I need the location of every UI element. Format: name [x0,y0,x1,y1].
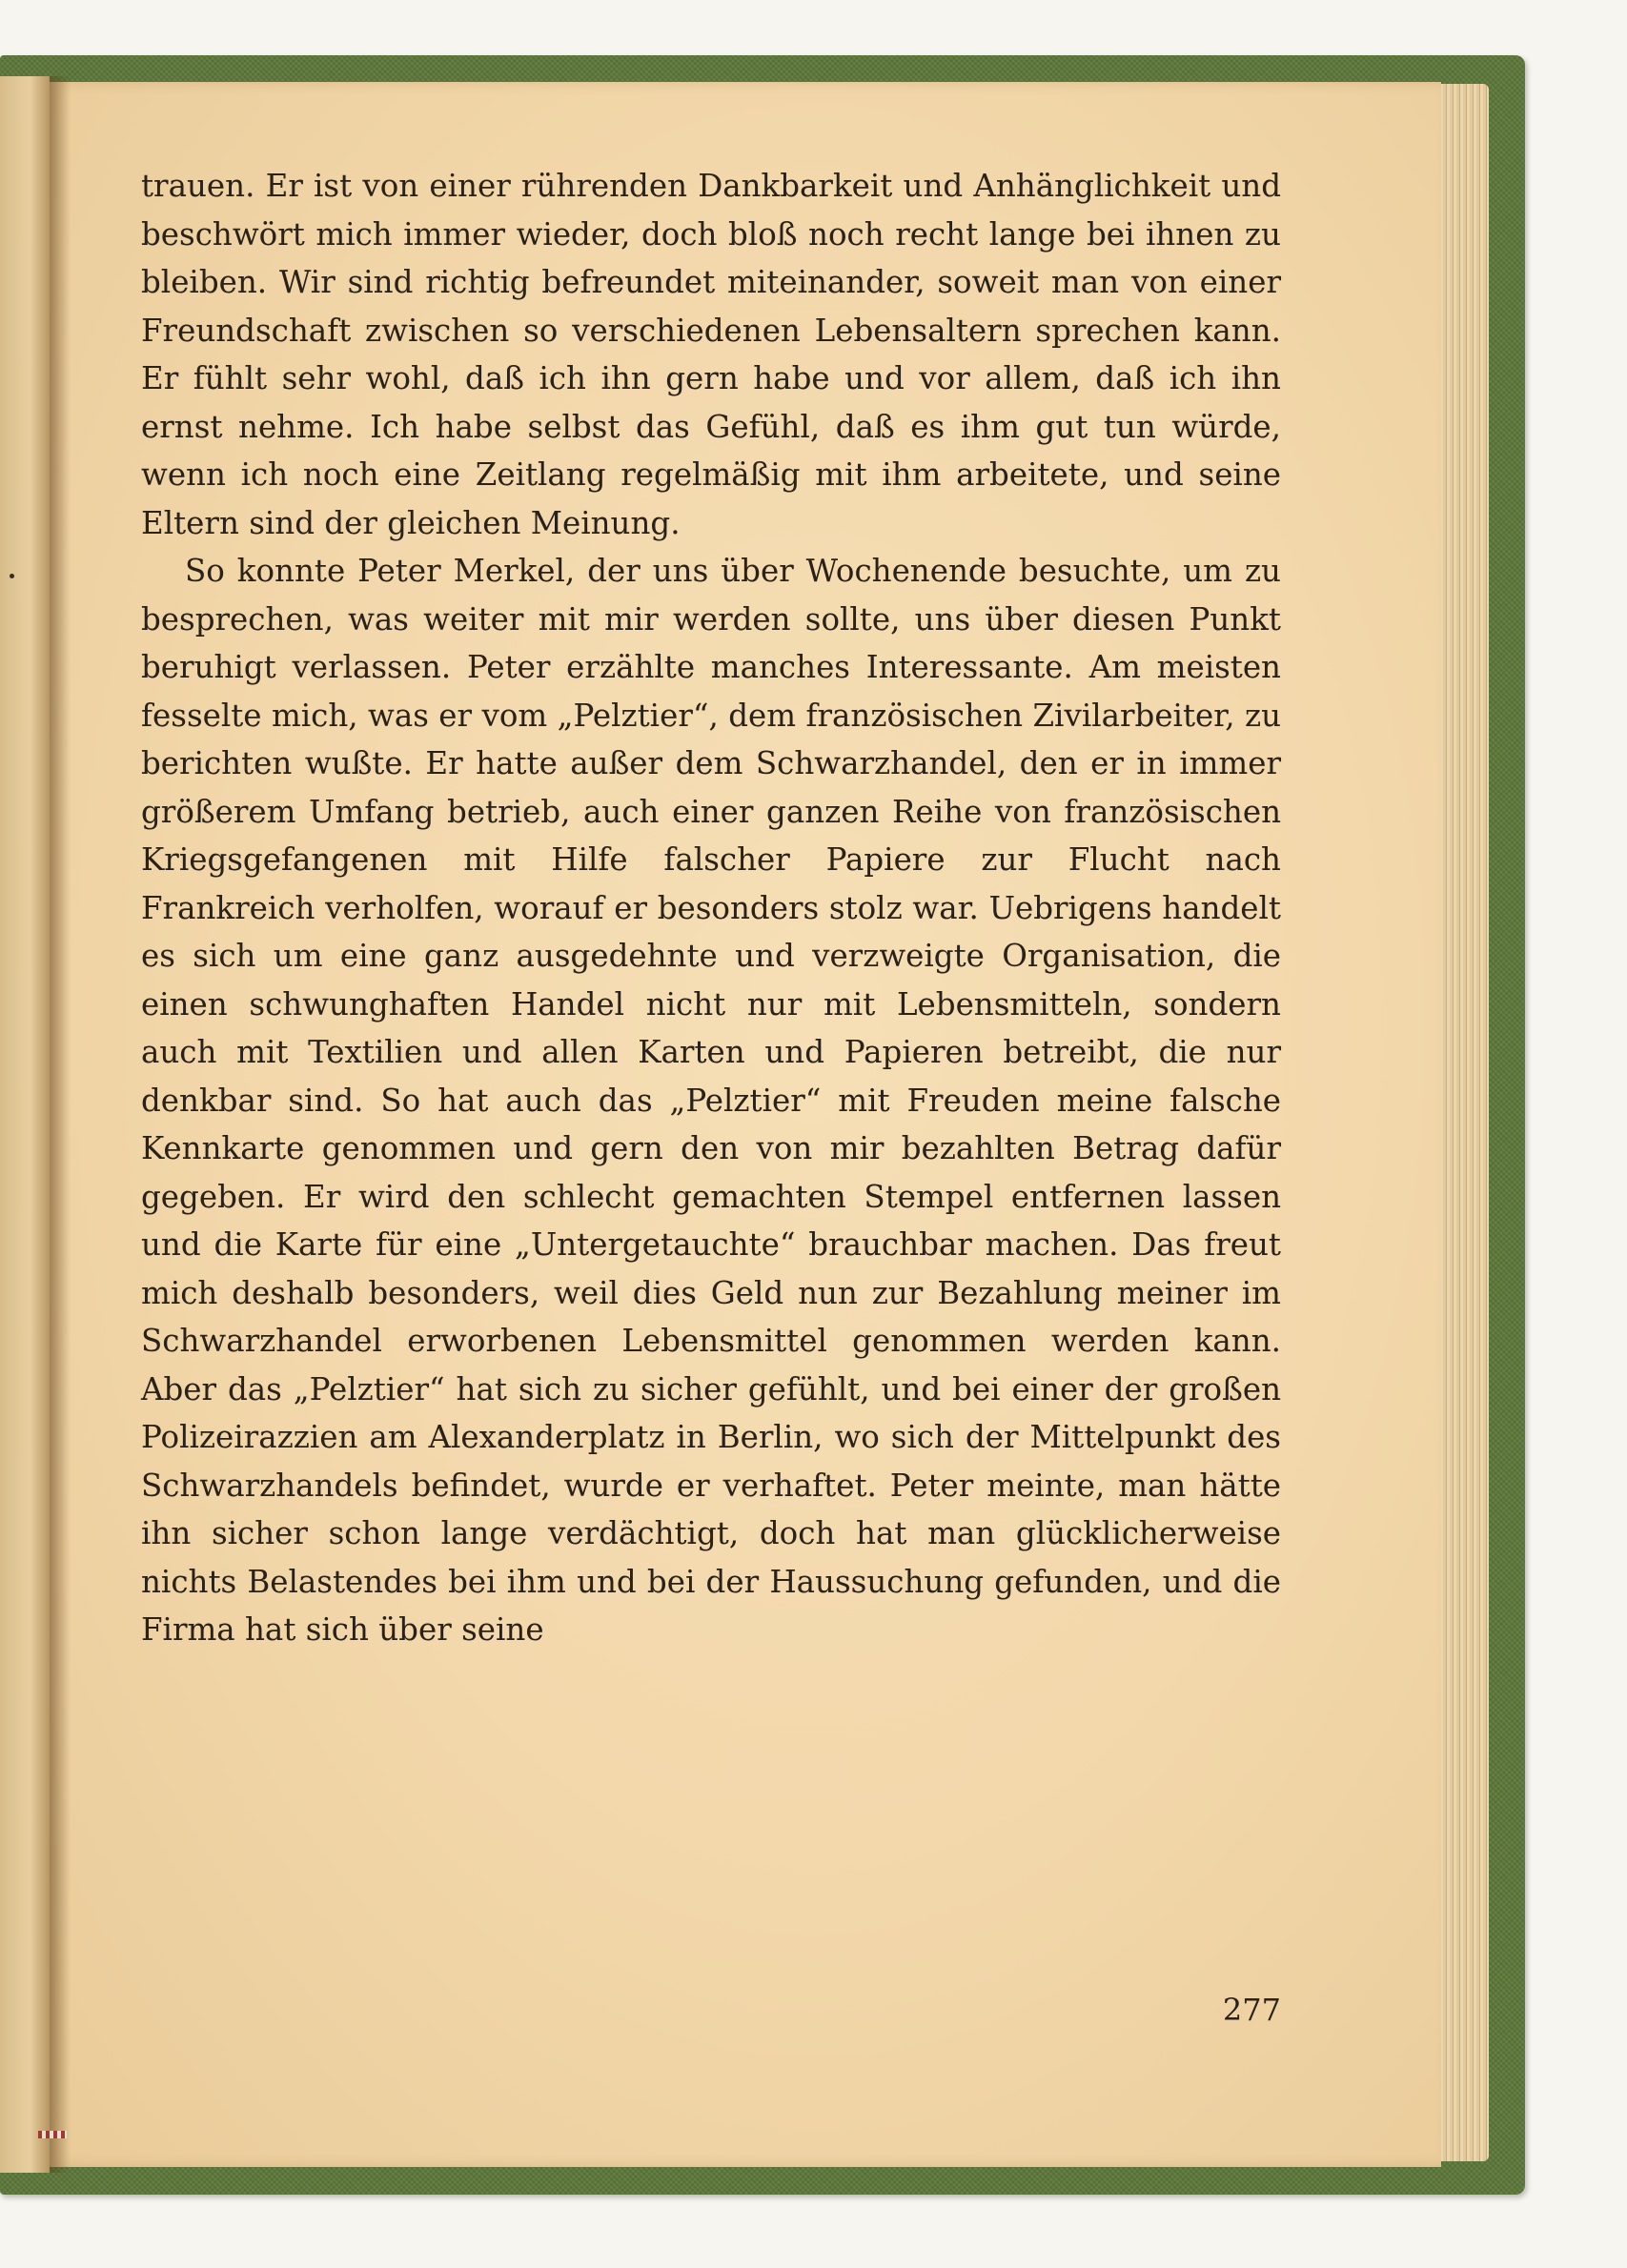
paragraph-2: So konnte Peter Merkel, der uns über Wochenende besuchte, um zu besprechen, was weiter mit mir werden sollte, uns über diesen Punkt beruhigt verlassen. Peter erzählte manches Interessante. Am meisten fesselte mich, was er vom „Pelztier“, dem französischen Zivilarbeiter, zu berichten wußte. Er hatte außer dem Schwarzhandel, den er in immer größerem Umfang betrieb, auch einer ganzen Reihe von französischen Kriegsgefangenen mit Hilfe falscher Papiere zur Flucht nach Frankreich verholfen, worauf er besonders stolz war. Uebrigens handelt es sich um eine ganz ausgedehnte und verzweigte Organisation, die einen schwunghaften Handel nicht nur mit Lebensmitteln, sondern auch mit Textilien und allen Karten und Papieren betreibt, die nur denkbar sind. So hat auch das „Pelztier“ mit Freuden meine falsche Kennkarte genommen und gern den von mir bezahlten Betrag dafür gegeben. Er wird den schlecht gemachten Stempel entfernen lassen und die Karte für eine „Untergetauchte“ brauchbar machen. Das freut mich deshalb besonders, weil dies Geld nun zur Bezahlung meiner im Schwarzhandel erworbenen Lebensmittel genommen werden kann. Aber das „Pelztier“ hat sich zu sicher gefühlt, und bei einer der großen Polizeirazzien am Alexanderplatz in Berlin, wo sich der Mittelpunkt des Schwarzhandels befindet, wurde er verhaftet. Peter meinte, man hätte ihn sicher schon lange verdächtigt, doch hat man glücklicherweise nichts Belastendes bei ihm und bei der Haussuchung gefunden, und die Firma hat sich über seine [141,553,1281,1648]
left-page-edge [0,76,50,2173]
page-number: 277 [1222,1992,1281,2028]
spine-shadow [50,76,71,2173]
paper-speck [10,574,14,578]
paragraph-1: trauen. Er ist von einer rührenden Dankbarkeit und Anhänglichkeit und beschwört mich immer wieder, doch bloß noch recht lange bei ihnen zu bleiben. Wir sind richtig befreundet miteinander, soweit man von einer Freundschaft zwischen so verschiedenen Lebensaltern sprechen kann. Er fühlt sehr wohl, daß ich ihn gern habe und vor allem, daß ich ihn ernst nehme. Ich habe selbst das Gefühl, daß es ihm gut tun würde, wenn ich noch eine Zeitlang regelmäßig mit ihm arbeitete, und seine Eltern sind der gleichen Meinung. [141,168,1281,541]
headband-ribbon [38,2131,67,2138]
body-text [141,162,1281,1654]
